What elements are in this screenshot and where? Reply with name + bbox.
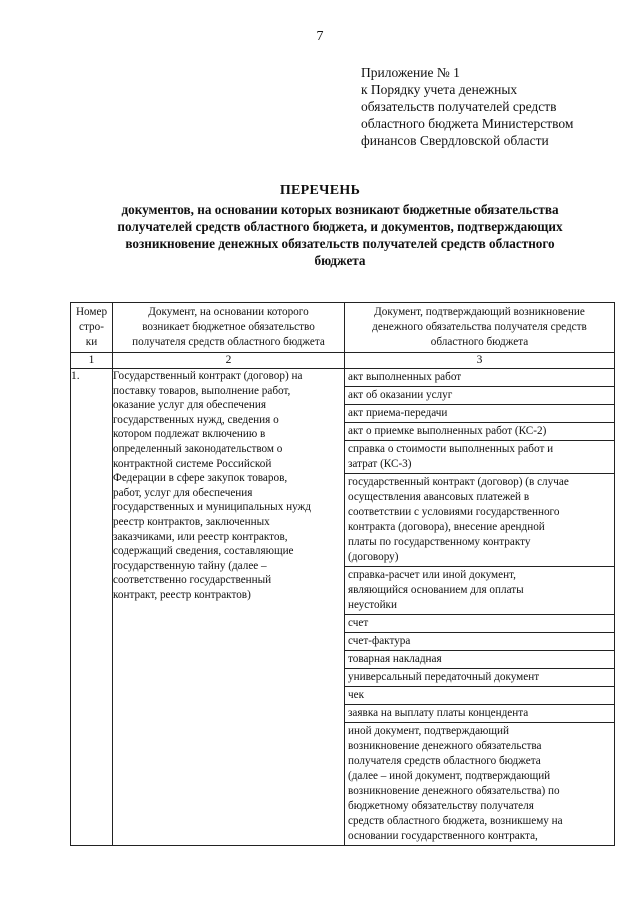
document-line: (далее – иной документ, подтверждающий (348, 770, 551, 782)
document-line: товарная накладная (348, 653, 442, 665)
subtitle-line: получателей средств областного бюджета, и документов, подтверждающих (117, 219, 563, 234)
document-item (345, 369, 614, 387)
document-line: неустойки (348, 599, 397, 611)
contract-line: заказчиками, или реестр контрактов, (113, 530, 288, 543)
document-line: возникновение денежного обязательства (348, 740, 542, 752)
header-line: стро- (79, 321, 104, 333)
appendix-line: к Порядку учета денежных (361, 82, 518, 97)
header-line: денежного обязательства получателя средств (372, 321, 587, 333)
document-line: государственный контракт (договор) (в случае (348, 476, 569, 488)
column-number: 1 (71, 353, 113, 369)
contract-line: котором подлежат включению в (113, 428, 266, 441)
document-item (345, 405, 614, 423)
document-line: бюджетному обязательству получателя (348, 800, 534, 812)
row-number: 1. (71, 369, 113, 846)
document-line: справка о стоимости выполненных работ и (348, 443, 554, 455)
header-line: областного бюджета (430, 336, 529, 348)
contract-line: оказание услуг для обеспечения (113, 399, 267, 412)
document-line: заявка на выплату платы концендента (348, 707, 529, 719)
document-line: (договору) (348, 551, 399, 563)
document-line: акт приема-передачи (348, 407, 448, 419)
document-line: счет-фактура (348, 635, 411, 647)
contract-line: работ, услуг для обеспечения (113, 486, 253, 499)
confirming-documents-list (345, 369, 615, 846)
appendix-note (361, 64, 621, 149)
column-number: 3 (345, 353, 615, 369)
contract-line: Федерации в сфере закупок товаров, (113, 472, 288, 485)
document-item (345, 651, 614, 669)
contract-line: соответственно государственный (113, 574, 272, 587)
contract-line: государственных и муниципальных нужд (113, 501, 311, 514)
header-line: возникает бюджетное обязательство (142, 321, 315, 333)
appendix-line: обязательств получателей средств (361, 99, 557, 114)
document-line: возникновение денежного обязательства) по (348, 785, 560, 797)
contract-line: контрактной системе Российской (113, 457, 272, 470)
document-line: затрат (КС-3) (348, 458, 412, 470)
document-item (345, 615, 614, 633)
document-line: платы по государственному контракту (348, 536, 531, 548)
header-line: Документ, на основании которого (148, 306, 309, 318)
header-line: ки (85, 336, 98, 348)
appendix-line: областного бюджета Министерством (361, 116, 574, 131)
header-line: получателя средств областного бюджета (132, 336, 325, 348)
column-number: 2 (113, 353, 345, 369)
document-line: универсальный передаточный документ (348, 671, 540, 683)
document-line: счет (348, 617, 369, 629)
contract-line: государственную тайну (далее – (113, 559, 267, 572)
documents-table (70, 302, 615, 846)
document-item (345, 441, 614, 474)
document-item (345, 705, 614, 723)
table-row (71, 369, 615, 846)
contract-line: Государственный контракт (договор) на (113, 370, 303, 382)
document-line: чек (348, 689, 365, 701)
document-line: справка-расчет или иной документ, (348, 569, 516, 581)
appendix-line: финансов Свердловской области (361, 133, 549, 148)
contract-line: содержащий сведения, составляющие (113, 545, 294, 558)
contract-description (113, 369, 345, 846)
contract-line: реестр контрактов, заключенных (113, 515, 270, 528)
contract-line: контракт, реестр контрактов) (113, 588, 251, 601)
column-number-row (71, 353, 615, 369)
document-line: соответствии с условиями государственного (348, 506, 560, 518)
subtitle-line: возникновение денежных обязательств получателей средств областного (125, 236, 555, 251)
header-line: Документ, подтверждающий возникновение (374, 306, 585, 318)
page-number: 7 (316, 29, 324, 44)
document-line: акт выполненных работ (348, 371, 462, 383)
document-item (345, 687, 614, 705)
document-line: средств областного бюджета, возникшему на (348, 815, 563, 827)
header-row-number (71, 303, 113, 353)
document-line: акт об оказании услуг (348, 389, 453, 401)
document-line: акт о приемке выполненных работ (КС-2) (348, 425, 547, 437)
table-header-row (71, 303, 615, 353)
document-line: основании государственного контракта, (348, 830, 538, 842)
document-line: получателя средств областного бюджета (348, 755, 541, 767)
appendix-line: Приложение № 1 (361, 65, 460, 80)
document-line: контракта (договора), внесение арендной (348, 521, 545, 533)
header-confirming-document (345, 303, 615, 353)
document-item (345, 567, 614, 615)
subtitle-line: документов, на основании которых возникают бюджетные обязательства (121, 202, 559, 217)
document-line: осуществления авансовых платежей в (348, 491, 530, 503)
document-item (345, 633, 614, 651)
contract-line: государственных нужд, сведения о (113, 413, 279, 426)
header-line: Номер (75, 306, 108, 318)
document-item (345, 723, 614, 845)
subtitle-line: бюджета (314, 253, 366, 268)
document-item (345, 423, 614, 441)
document-subtitle (60, 201, 620, 269)
document-item (345, 387, 614, 405)
contract-line: поставку товаров, выполнение работ, (113, 384, 291, 397)
header-basis-document (113, 303, 345, 353)
document-item (345, 474, 614, 567)
document-line: являющийся основанием для оплаты (348, 584, 524, 596)
document-title: ПЕРЕЧЕНЬ (279, 183, 361, 198)
document-line: иной документ, подтверждающий (348, 725, 509, 737)
contract-line: определенный законодательством о (113, 442, 283, 455)
document-item (345, 669, 614, 687)
